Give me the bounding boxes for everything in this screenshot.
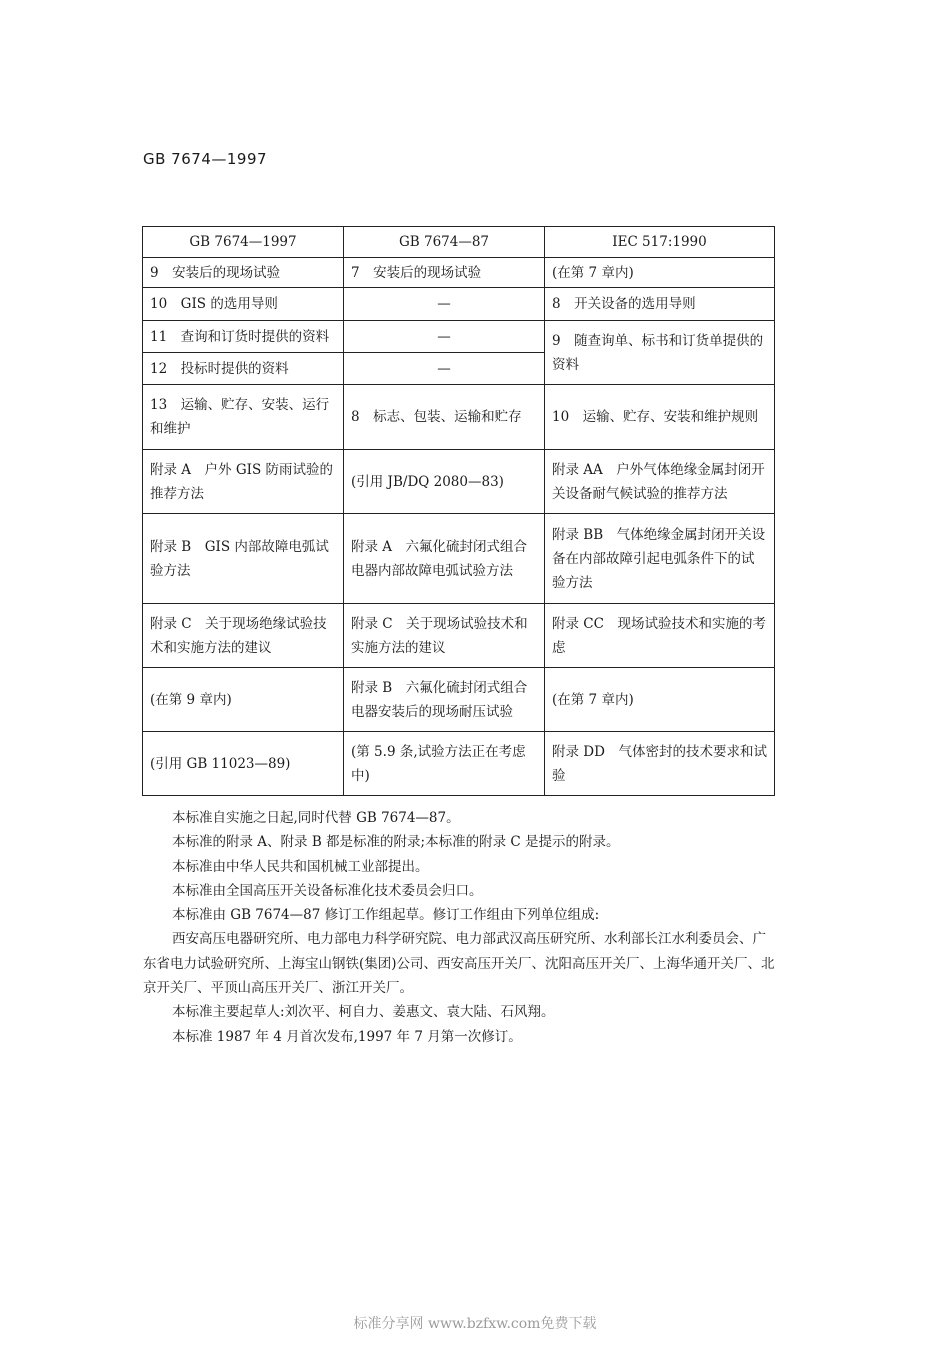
table-cell: — (344, 288, 545, 321)
table-cell: 附录 DD 气体密封的技术要求和试验 (545, 732, 775, 796)
table-cell: 7 安装后的现场试验 (344, 258, 545, 288)
table-cell: 附录 B GIS 内部故障电弧试验方法 (143, 514, 344, 604)
table-cell: — (344, 321, 545, 353)
table-cell: (在第 7 章内) (545, 258, 775, 288)
watermark-footer: 标准分享网 www.bzfxw.com免费下载 (353, 1316, 597, 1332)
table-cell: 附录 BB 气体绝缘金属封闭开关设备在内部故障引起电弧条件下的试验方法 (545, 514, 775, 604)
table-cell: 11 查询和订货时提供的资料 (143, 321, 344, 353)
table-row (143, 514, 775, 604)
note-paragraph: 本标准由 GB 7674—87 修订工作组起草。修订工作组由下列单位组成: (172, 907, 600, 924)
table-header-row (143, 227, 775, 258)
header-cell-gb1997: GB 7674—1997 (143, 227, 344, 258)
table-row (143, 321, 775, 353)
table-cell: 附录 CC 现场试验技术和实施的考虑 (545, 604, 775, 668)
foreword-notes (143, 806, 778, 1049)
table-cell: 13 运输、贮存、安装、运行和维护 (143, 385, 344, 450)
note-paragraph: 本标准主要起草人:刘次平、柯自力、姜惠文、袁大陆、石风翔。 (172, 1004, 555, 1021)
table-cell: 附录 AA 户外气体绝缘金属封闭开关设备耐气候试验的推荐方法 (545, 450, 775, 514)
table-cell: (引用 JB/DQ 2080—83) (344, 450, 545, 514)
note-paragraph: 本标准 1987 年 4 月首次发布,1997 年 7 月第一次修订。 (172, 1028, 522, 1045)
table-cell: (引用 GB 11023—89) (143, 732, 344, 796)
header-cell-gb87: GB 7674—87 (344, 227, 545, 258)
table-cell: 9 安装后的现场试验 (143, 258, 344, 288)
table-cell: 附录 C 关于现场试验技术和实施方法的建议 (344, 604, 545, 668)
table-row (143, 288, 775, 321)
table-row (143, 668, 775, 732)
header-cell-iec: IEC 517:1990 (545, 227, 775, 258)
table-row (143, 732, 775, 796)
table-cell: 12 投标时提供的资料 (143, 353, 344, 385)
table-cell: — (344, 353, 545, 385)
table-cell: 10 GIS 的选用导则 (143, 288, 344, 321)
note-paragraph: 西安高压电器研究所、电力部电力科学研究院、电力部武汉高压研究所、水利部长江水利委员会、广东省电力试验研究所、上海宝山钢铁(集团)公司、西安高压开关厂、沈阳高压开关厂、上海华通开关厂、北京开关厂、平顶山高压开关厂、浙江开关厂。 (143, 931, 775, 997)
table-cell: 附录 A 六氟化硫封闭式组合电器内部故障电弧试验方法 (344, 514, 545, 604)
table-cell: 8 标志、包装、运输和贮存 (344, 385, 545, 450)
table-cell: (第 5.9 条,试验方法正在考虑中) (344, 732, 545, 796)
note-paragraph: 本标准由全国高压开关设备标准化技术委员会归口。 (172, 882, 483, 899)
table-cell: (在第 7 章内) (545, 668, 775, 732)
table-row (143, 450, 775, 514)
table-row (143, 385, 775, 450)
table-row (143, 258, 775, 288)
document-header: GB 7674—1997 (143, 150, 268, 168)
table-cell: 10 运输、贮存、安装和维护规则 (545, 385, 775, 450)
table-cell: (在第 9 章内) (143, 668, 344, 732)
comparison-table (142, 226, 775, 796)
note-paragraph: 本标准自实施之日起,同时代替 GB 7674—87。 (172, 810, 460, 826)
table-cell: 附录 C 关于现场绝缘试验技术和实施方法的建议 (143, 604, 344, 668)
note-paragraph: 本标准的附录 A、附录 B 都是标准的附录;本标准的附录 C 是提示的附录。 (172, 834, 620, 851)
table-cell: 附录 A 户外 GIS 防雨试验的推荐方法 (143, 450, 344, 514)
table-cell: 附录 B 六氟化硫封闭式组合电器安装后的现场耐压试验 (344, 668, 545, 732)
table-row (143, 604, 775, 668)
note-paragraph: 本标准由中华人民共和国机械工业部提出。 (172, 858, 429, 875)
table-cell: 9 随查询单、标书和订货单提供的资料 (545, 321, 775, 385)
table-cell: 8 开关设备的选用导则 (545, 288, 775, 321)
